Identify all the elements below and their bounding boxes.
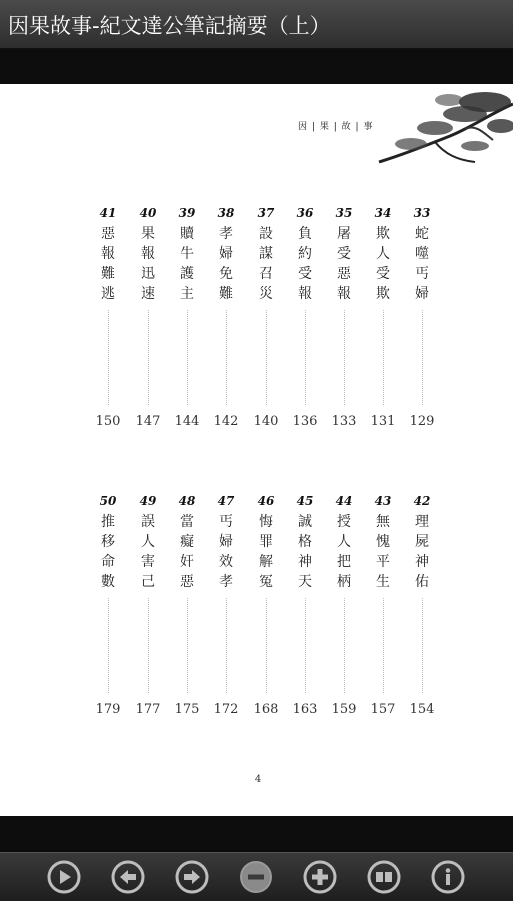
entry-number: 41	[99, 206, 117, 220]
dotted-leader	[226, 310, 227, 405]
entry-number: 43	[374, 494, 392, 508]
toc-entry[interactable]	[333, 494, 355, 693]
entry-title	[215, 512, 237, 592]
page-header: 因 | 果 | 故 | 事	[298, 119, 373, 132]
entry-title-char: 設	[259, 226, 273, 242]
entry-title-char: 約	[298, 246, 312, 262]
entry-title-char: 屠	[337, 226, 351, 242]
dotted-leader	[226, 598, 227, 693]
entry-page-number: 163	[292, 702, 318, 717]
toc-entry[interactable]	[411, 494, 433, 693]
entry-title-char: 主	[180, 286, 194, 302]
dotted-leader	[148, 310, 149, 405]
toc-entry[interactable]	[215, 206, 237, 405]
dotted-leader	[108, 310, 109, 405]
entry-title	[176, 224, 198, 304]
toc-entry[interactable]	[372, 494, 394, 693]
entry-title-char: 罪	[259, 534, 273, 550]
entry-title	[294, 224, 316, 304]
entry-title-char: 解	[259, 554, 273, 570]
entry-page-number: 157	[370, 702, 396, 717]
entry-number: 47	[217, 494, 235, 508]
entry-page-number: 129	[409, 414, 435, 429]
zoom-out-icon[interactable]	[239, 860, 273, 894]
entry-title-char: 理	[415, 514, 429, 530]
entry-title-char: 害	[141, 554, 155, 570]
top-band	[0, 49, 513, 84]
entry-number: 35	[335, 206, 353, 220]
entry-title-char: 命	[101, 554, 115, 570]
entry-title	[255, 512, 277, 592]
header-char: 果	[319, 122, 330, 132]
entry-title-char: 移	[101, 534, 115, 550]
toc-entry[interactable]	[97, 206, 119, 405]
book-page[interactable]	[0, 84, 513, 816]
entry-title	[137, 512, 159, 592]
entry-title-char: 謀	[259, 246, 273, 262]
entry-page-number: 179	[95, 702, 121, 717]
entry-title-char: 果	[141, 226, 155, 242]
dotted-leader	[148, 598, 149, 693]
dotted-leader	[422, 598, 423, 693]
title-bar	[0, 0, 513, 49]
entry-page-number: 159	[331, 702, 357, 717]
toc-entry[interactable]	[372, 206, 394, 405]
entry-title-char: 柄	[337, 574, 351, 590]
entry-title-char: 平	[376, 554, 390, 570]
entry-title	[137, 224, 159, 304]
dotted-leader	[383, 310, 384, 405]
toc-entry[interactable]	[215, 494, 237, 693]
entry-title-char: 數	[101, 574, 115, 590]
header-char: 因	[298, 122, 309, 132]
toc-entry[interactable]	[255, 494, 277, 693]
entry-title-char: 召	[259, 266, 273, 282]
entry-page-number: 140	[253, 414, 279, 429]
entry-title-char: 推	[101, 514, 115, 530]
entry-title-char: 冤	[259, 574, 273, 590]
entry-title-char: 佑	[415, 574, 429, 590]
toc-entry[interactable]	[333, 206, 355, 405]
entry-title-char: 丐	[219, 514, 233, 530]
entry-page-number: 177	[135, 702, 161, 717]
dotted-leader	[108, 598, 109, 693]
entry-page-number: 168	[253, 702, 279, 717]
dotted-leader	[266, 598, 267, 693]
entry-page-number: 175	[174, 702, 200, 717]
entry-title-char: 欺	[376, 226, 390, 242]
dotted-leader	[305, 310, 306, 405]
dotted-leader	[187, 310, 188, 405]
entry-title	[372, 224, 394, 304]
entry-number: 49	[139, 494, 157, 508]
entry-title-char: 逃	[101, 286, 115, 302]
entry-page-number: 144	[174, 414, 200, 429]
entry-number: 45	[296, 494, 314, 508]
toc-entry[interactable]	[294, 206, 316, 405]
entry-title-char: 人	[337, 534, 351, 550]
toc-entry[interactable]	[137, 494, 159, 693]
entry-number: 39	[178, 206, 196, 220]
entry-title-char: 屍	[415, 534, 429, 550]
entry-title-char: 授	[337, 514, 351, 530]
back-arrow-icon[interactable]	[111, 860, 145, 894]
entry-title	[333, 224, 355, 304]
entry-number: 37	[257, 206, 275, 220]
entry-title-char: 人	[141, 534, 155, 550]
entry-title-char: 婦	[219, 534, 233, 550]
entry-title-char: 速	[141, 286, 155, 302]
header-char: 故	[341, 122, 352, 132]
entry-title-char: 報	[141, 246, 155, 262]
entry-title-char: 難	[219, 286, 233, 302]
entry-title	[372, 512, 394, 592]
entry-number: 34	[374, 206, 392, 220]
toc-entry[interactable]	[411, 206, 433, 405]
entry-title-char: 婦	[219, 246, 233, 262]
entry-page-number: 133	[331, 414, 357, 429]
entry-title	[176, 512, 198, 592]
entry-title-char: 人	[376, 246, 390, 262]
toc-entry[interactable]	[255, 206, 277, 405]
toc-entry[interactable]	[176, 206, 198, 405]
entry-title	[411, 512, 433, 592]
dotted-leader	[305, 598, 306, 693]
entry-title-char: 愧	[376, 534, 390, 550]
entry-title	[411, 224, 433, 304]
entry-title-char: 蛇	[415, 226, 429, 242]
toc-entry[interactable]	[137, 206, 159, 405]
entry-title	[255, 224, 277, 304]
entry-title-char: 惡	[337, 266, 351, 282]
page-number: 4	[254, 774, 262, 785]
reader-toolbar	[0, 852, 513, 901]
entry-page-number: 136	[292, 414, 318, 429]
entry-title-char: 災	[259, 286, 273, 302]
entry-title-char: 效	[219, 554, 233, 570]
info-icon[interactable]	[431, 860, 465, 894]
entry-title-char: 牛	[180, 246, 194, 262]
entry-title-char: 難	[101, 266, 115, 282]
entry-title-char: 無	[376, 514, 390, 530]
entry-page-number: 172	[213, 702, 239, 717]
forward-arrow-icon[interactable]	[175, 860, 209, 894]
entry-title-char: 負	[298, 226, 312, 242]
toc-entry[interactable]	[97, 494, 119, 693]
entry-title-char: 惡	[101, 226, 115, 242]
entry-page-number: 150	[95, 414, 121, 429]
entry-number: 50	[99, 494, 117, 508]
bottom-band	[0, 816, 513, 852]
entry-title-char: 奸	[180, 554, 194, 570]
entry-title-char: 誤	[141, 514, 155, 530]
entry-number: 42	[413, 494, 431, 508]
entry-title-char: 把	[337, 554, 351, 570]
entry-title-char: 誠	[298, 514, 312, 530]
entry-title-char: 格	[298, 534, 312, 550]
play-icon[interactable]	[47, 860, 81, 894]
entry-number: 48	[178, 494, 196, 508]
entry-title-char: 受	[337, 246, 351, 262]
dotted-leader	[383, 598, 384, 693]
entry-page-number: 131	[370, 414, 396, 429]
entry-title	[294, 512, 316, 592]
entry-title-char: 報	[298, 286, 312, 302]
app-title: 因果故事-紀文達公筆記摘要（上）	[8, 14, 331, 38]
entry-title-char: 孝	[219, 574, 233, 590]
entry-title-char: 欺	[376, 286, 390, 302]
entry-page-number: 142	[213, 414, 239, 429]
dotted-leader	[187, 598, 188, 693]
entry-number: 33	[413, 206, 431, 220]
entry-number: 40	[139, 206, 157, 220]
entry-title-char: 生	[376, 574, 390, 590]
entry-title-char: 贖	[180, 226, 194, 242]
dotted-leader	[344, 598, 345, 693]
entry-title-char: 受	[298, 266, 312, 282]
entry-title-char: 天	[298, 574, 312, 590]
entry-title-char: 受	[376, 266, 390, 282]
entry-title	[97, 224, 119, 304]
pine-branch-illustration	[375, 84, 513, 174]
entry-title-char: 當	[180, 514, 194, 530]
entry-title-char: 婦	[415, 286, 429, 302]
entry-title-char: 惡	[180, 574, 194, 590]
entry-title-char: 神	[298, 554, 312, 570]
entry-title	[333, 512, 355, 592]
entry-title-char: 迅	[141, 266, 155, 282]
entry-title-char: 報	[337, 286, 351, 302]
entry-number: 38	[217, 206, 235, 220]
entry-number: 44	[335, 494, 353, 508]
entry-page-number: 147	[135, 414, 161, 429]
header-char: 事	[363, 122, 374, 132]
entry-number: 36	[296, 206, 314, 220]
entry-title-char: 癡	[180, 534, 194, 550]
entry-title-char: 護	[180, 266, 194, 282]
entry-page-number: 154	[409, 702, 435, 717]
entry-title-char: 孝	[219, 226, 233, 242]
entry-title-char: 悔	[259, 514, 273, 530]
zoom-in-icon[interactable]	[303, 860, 337, 894]
toc-entry[interactable]	[294, 494, 316, 693]
two-page-icon[interactable]	[367, 860, 401, 894]
entry-title-char: 報	[101, 246, 115, 262]
entry-title-char: 丐	[415, 266, 429, 282]
entry-number: 46	[257, 494, 275, 508]
entry-title-char: 噬	[415, 246, 429, 262]
dotted-leader	[422, 310, 423, 405]
toc-entry[interactable]	[176, 494, 198, 693]
entry-title-char: 神	[415, 554, 429, 570]
dotted-leader	[344, 310, 345, 405]
entry-title	[215, 224, 237, 304]
dotted-leader	[266, 310, 267, 405]
entry-title	[97, 512, 119, 592]
entry-title-char: 己	[141, 574, 155, 590]
entry-title-char: 免	[219, 266, 233, 282]
